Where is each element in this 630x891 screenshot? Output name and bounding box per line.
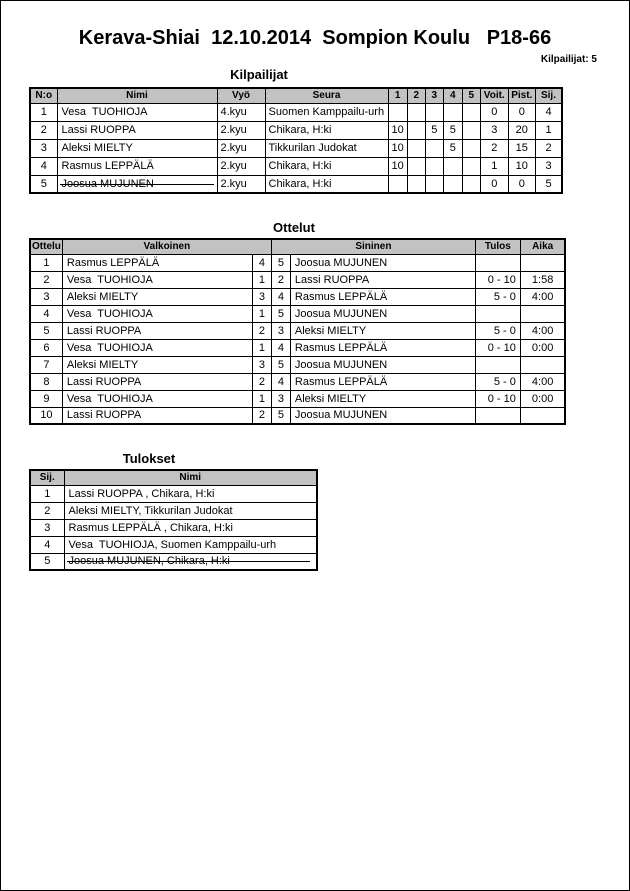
cell-round-5 (462, 121, 480, 139)
col-header-vyo: Vyö (217, 88, 265, 103)
cell-sininen-nimi: Lassi RUOPPA (290, 271, 475, 288)
col-header-aika: Aika (520, 239, 565, 254)
cell-seura: Tikkurilan Judokat (265, 139, 388, 157)
cell-seura: Suomen Kamppailu-urh (265, 103, 388, 121)
cell-valkoinen-numero: 4 (252, 254, 271, 271)
cell-valkoinen-nimi: Vesa TUOHIOJA (62, 390, 252, 407)
cell-sij: 4 (535, 103, 562, 121)
col-header-sij: Sij. (30, 470, 64, 485)
ottelut-table (29, 238, 566, 425)
cell-sininen-numero: 3 (271, 322, 290, 339)
kilpailijat-table (29, 87, 563, 194)
cell-tulos (475, 356, 520, 373)
cell-sininen-numero: 5 (271, 356, 290, 373)
cell-sininen-numero: 4 (271, 339, 290, 356)
col-header-nimi: Nimi (57, 88, 217, 103)
cell-valkoinen-numero: 1 (252, 305, 271, 322)
cell-tulos: 0 - 10 (475, 390, 520, 407)
cell-round-4: 5 (443, 139, 462, 157)
cell-voit: 0 (480, 175, 508, 193)
cell-seura: Chikara, H:ki (265, 175, 388, 193)
cell-aika: 0:00 (520, 339, 565, 356)
ottelut-row (30, 322, 565, 339)
cell-sij: 1 (30, 485, 64, 502)
kilpailijat-row (30, 157, 562, 175)
cell-match-no: 8 (30, 373, 62, 390)
cell-valkoinen-numero: 1 (252, 339, 271, 356)
cell-seura: Chikara, H:ki (265, 157, 388, 175)
cell-aika: 4:00 (520, 373, 565, 390)
cell-sininen-nimi: Joosua MUJUNEN (290, 407, 475, 424)
cell-round-3 (425, 103, 443, 121)
cell-sininen-nimi: Rasmus LEPPÄLÄ (290, 288, 475, 305)
col-header-seura: Seura (265, 88, 388, 103)
cell-voit: 0 (480, 103, 508, 121)
cell-aika: 0:00 (520, 390, 565, 407)
cell-round-3 (425, 157, 443, 175)
ottelut-row (30, 271, 565, 288)
cell-pist: 20 (508, 121, 535, 139)
cell-sij: 5 (30, 553, 64, 570)
cell-tulos: 0 - 10 (475, 339, 520, 356)
cell-sininen-numero: 5 (271, 305, 290, 322)
cell-voit: 3 (480, 121, 508, 139)
cell-valkoinen-nimi: Vesa TUOHIOJA (62, 305, 252, 322)
cell-sij: 3 (30, 519, 64, 536)
cell-nimi: Lassi RUOPPA (57, 121, 217, 139)
col-header-round-5: 5 (462, 88, 480, 103)
cell-round-1 (388, 175, 407, 193)
cell-sij: 4 (30, 536, 64, 553)
cell-no: 4 (30, 157, 57, 175)
cell-tulos (475, 407, 520, 424)
cell-pist: 0 (508, 103, 535, 121)
cell-valkoinen-nimi: Vesa TUOHIOJA (62, 271, 252, 288)
cell-round-1: 10 (388, 157, 407, 175)
col-header-valkoinen: Valkoinen (62, 239, 271, 254)
kilpailijat-row (30, 121, 562, 139)
cell-round-4 (443, 103, 462, 121)
cell-nimi: Rasmus LEPPÄLÄ , Chikara, H:ki (64, 519, 317, 536)
cell-valkoinen-nimi: Lassi RUOPPA (62, 322, 252, 339)
cell-match-no: 7 (30, 356, 62, 373)
cell-match-no: 9 (30, 390, 62, 407)
cell-valkoinen-nimi: Vesa TUOHIOJA (62, 339, 252, 356)
cell-sij: 2 (535, 139, 562, 157)
col-header-sininen: Sininen (271, 239, 475, 254)
cell-match-no: 3 (30, 288, 62, 305)
cell-vyo: 4.kyu (217, 103, 265, 121)
cell-aika: 1:58 (520, 271, 565, 288)
cell-tulos: 5 - 0 (475, 322, 520, 339)
ottelut-heading: Ottelut (273, 220, 315, 235)
cell-pist: 15 (508, 139, 535, 157)
ottelut-row (30, 356, 565, 373)
tulokset-body (30, 485, 317, 570)
cell-valkoinen-numero: 1 (252, 271, 271, 288)
cell-round-5 (462, 139, 480, 157)
cell-valkoinen-nimi: Aleksi MIELTY (62, 288, 252, 305)
cell-round-5 (462, 157, 480, 175)
col-header-pist: Pist. (508, 88, 535, 103)
col-header-ottelu: Ottelu (30, 239, 62, 254)
col-header-nimi: Nimi (64, 470, 317, 485)
cell-sininen-nimi: Rasmus LEPPÄLÄ (290, 339, 475, 356)
cell-valkoinen-numero: 3 (252, 356, 271, 373)
cell-voit: 1 (480, 157, 508, 175)
cell-round-2 (407, 121, 425, 139)
cell-round-4: 5 (443, 121, 462, 139)
cell-sininen-numero: 5 (271, 407, 290, 424)
cell-sininen-nimi: Rasmus LEPPÄLÄ (290, 373, 475, 390)
cell-aika: 4:00 (520, 288, 565, 305)
ottelut-header-row (30, 239, 565, 254)
cell-nimi: Joosua MUJUNEN (57, 175, 217, 193)
cell-vyo: 2.kyu (217, 139, 265, 157)
kilpailijat-row (30, 139, 562, 157)
cell-aika (520, 356, 565, 373)
cell-round-4 (443, 175, 462, 193)
kilpailijat-header-row (30, 88, 562, 103)
cell-match-no: 4 (30, 305, 62, 322)
cell-round-3 (425, 139, 443, 157)
cell-round-3: 5 (425, 121, 443, 139)
cell-round-2 (407, 103, 425, 121)
cell-nimi: Rasmus LEPPÄLÄ (57, 157, 217, 175)
cell-round-3 (425, 175, 443, 193)
cell-sininen-numero: 2 (271, 271, 290, 288)
cell-vyo: 2.kyu (217, 121, 265, 139)
cell-match-no: 10 (30, 407, 62, 424)
cell-voit: 2 (480, 139, 508, 157)
cell-no: 2 (30, 121, 57, 139)
kilpailijat-row (30, 175, 562, 193)
cell-match-no: 6 (30, 339, 62, 356)
cell-sininen-nimi: Aleksi MIELTY (290, 390, 475, 407)
page-title: Kerava-Shiai 12.10.2014 Sompion Koulu P18-66 (78, 27, 552, 49)
competitor-count-label: Kilpailijat: 5 (540, 54, 597, 65)
tulokset-row (30, 519, 317, 536)
cell-valkoinen-nimi: Rasmus LEPPÄLÄ (62, 254, 252, 271)
cell-round-1: 10 (388, 121, 407, 139)
cell-nimi: Joosua MUJUNEN, Chikara, H:ki (64, 553, 317, 570)
cell-valkoinen-numero: 2 (252, 407, 271, 424)
ottelut-row (30, 390, 565, 407)
cell-tulos: 5 - 0 (475, 288, 520, 305)
cell-sininen-numero: 4 (271, 373, 290, 390)
tulokset-row (30, 536, 317, 553)
cell-tulos: 0 - 10 (475, 271, 520, 288)
tulokset-heading: Tulokset (122, 451, 176, 466)
tulokset-row (30, 553, 317, 570)
kilpailijat-row (30, 103, 562, 121)
cell-round-5 (462, 103, 480, 121)
cell-nimi: Aleksi MIELTY, Tikkurilan Judokat (64, 502, 317, 519)
cell-valkoinen-nimi: Aleksi MIELTY (62, 356, 252, 373)
cell-sininen-nimi: Joosua MUJUNEN (290, 305, 475, 322)
cell-round-2 (407, 175, 425, 193)
cell-round-2 (407, 139, 425, 157)
cell-vyo: 2.kyu (217, 157, 265, 175)
kilpailijat-heading: Kilpailijat (230, 67, 288, 82)
cell-pist: 0 (508, 175, 535, 193)
cell-round-2 (407, 157, 425, 175)
col-header-voit: Voit. (480, 88, 508, 103)
col-header-round-4: 4 (443, 88, 462, 103)
cell-sininen-nimi: Joosua MUJUNEN (290, 254, 475, 271)
cell-tulos (475, 254, 520, 271)
ottelut-row (30, 288, 565, 305)
ottelut-row (30, 373, 565, 390)
cell-tulos: 5 - 0 (475, 373, 520, 390)
cell-valkoinen-numero: 2 (252, 373, 271, 390)
tulokset-header-row (30, 470, 317, 485)
cell-valkoinen-numero: 3 (252, 288, 271, 305)
cell-aika (520, 254, 565, 271)
cell-aika (520, 305, 565, 322)
cell-round-1: 10 (388, 139, 407, 157)
ottelut-row (30, 339, 565, 356)
cell-aika (520, 407, 565, 424)
cell-sininen-nimi: Aleksi MIELTY (290, 322, 475, 339)
cell-valkoinen-nimi: Lassi RUOPPA (62, 407, 252, 424)
cell-sij: 2 (30, 502, 64, 519)
cell-match-no: 5 (30, 322, 62, 339)
cell-sij: 1 (535, 121, 562, 139)
cell-nimi: Vesa TUOHIOJA (57, 103, 217, 121)
cell-no: 3 (30, 139, 57, 157)
ottelut-row (30, 305, 565, 322)
cell-valkoinen-numero: 2 (252, 322, 271, 339)
cell-nimi: Aleksi MIELTY (57, 139, 217, 157)
kilpailijat-body (30, 103, 562, 193)
cell-nimi: Lassi RUOPPA , Chikara, H:ki (64, 485, 317, 502)
cell-round-1 (388, 103, 407, 121)
col-header-sij: Sij. (535, 88, 562, 103)
col-header-tulos: Tulos (475, 239, 520, 254)
cell-sij: 5 (535, 175, 562, 193)
tulokset-row (30, 485, 317, 502)
cell-sij: 3 (535, 157, 562, 175)
cell-match-no: 1 (30, 254, 62, 271)
cell-no: 5 (30, 175, 57, 193)
cell-valkoinen-nimi: Lassi RUOPPA (62, 373, 252, 390)
cell-round-4 (443, 157, 462, 175)
cell-round-5 (462, 175, 480, 193)
col-header-round-1: 1 (388, 88, 407, 103)
cell-no: 1 (30, 103, 57, 121)
ottelut-row (30, 254, 565, 271)
cell-sininen-numero: 5 (271, 254, 290, 271)
cell-aika: 4:00 (520, 322, 565, 339)
cell-match-no: 2 (30, 271, 62, 288)
cell-vyo: 2.kyu (217, 175, 265, 193)
tulokset-table (29, 469, 318, 571)
cell-sininen-numero: 3 (271, 390, 290, 407)
cell-sininen-numero: 4 (271, 288, 290, 305)
cell-nimi: Vesa TUOHIOJA, Suomen Kamppailu-urh (64, 536, 317, 553)
tulokset-row (30, 502, 317, 519)
col-header-no: N:o (30, 88, 57, 103)
col-header-round-2: 2 (407, 88, 425, 103)
col-header-round-3: 3 (425, 88, 443, 103)
cell-tulos (475, 305, 520, 322)
cell-valkoinen-numero: 1 (252, 390, 271, 407)
ottelut-body (30, 254, 565, 424)
cell-sininen-nimi: Joosua MUJUNEN (290, 356, 475, 373)
cell-seura: Chikara, H:ki (265, 121, 388, 139)
ottelut-row (30, 407, 565, 424)
cell-pist: 10 (508, 157, 535, 175)
